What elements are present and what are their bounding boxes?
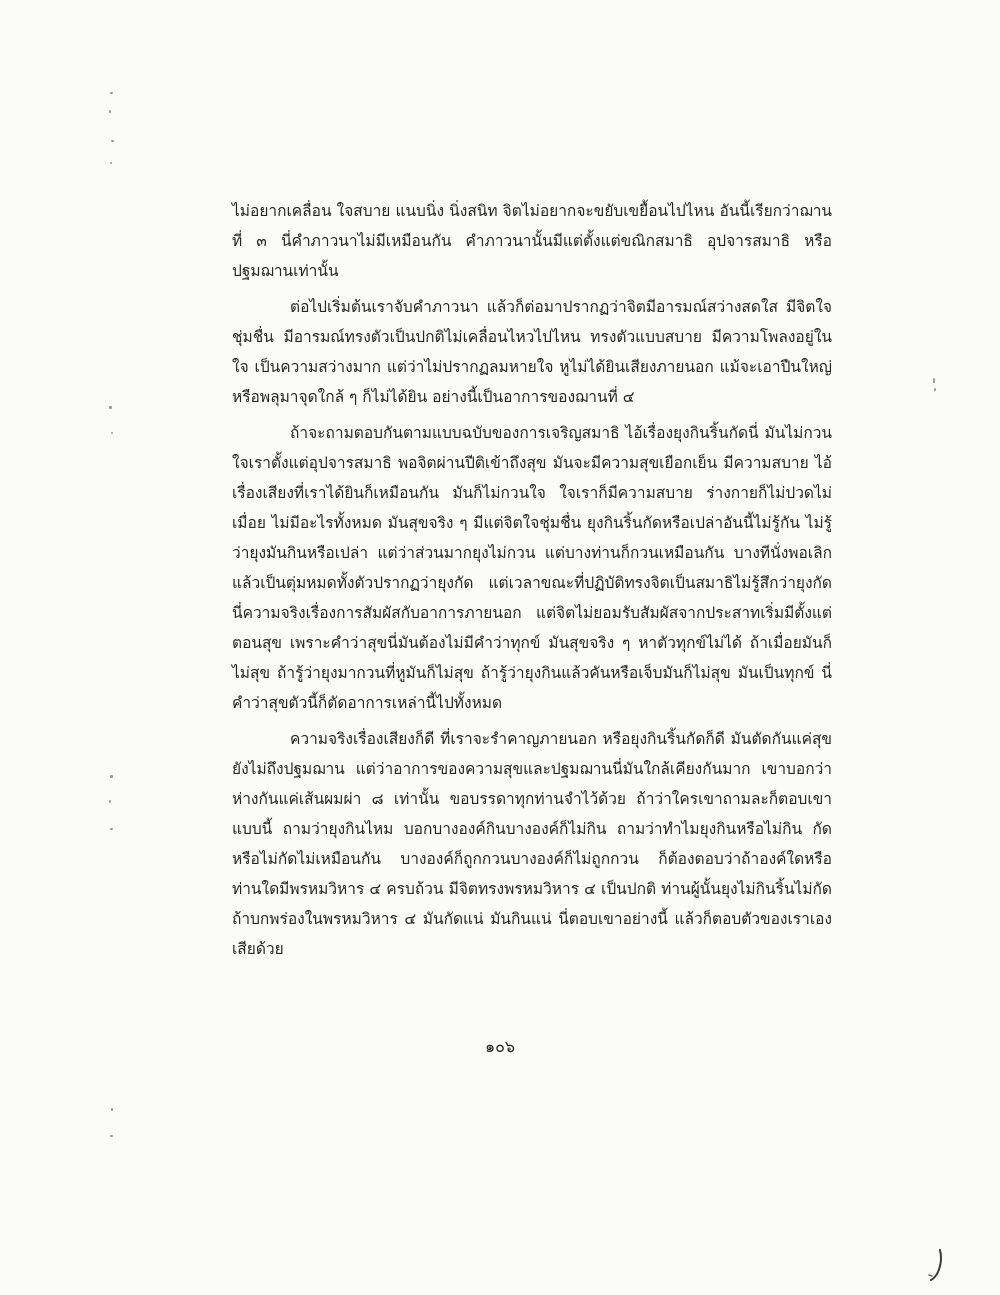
scan-speck bbox=[110, 775, 113, 778]
scan-speck bbox=[110, 92, 113, 94]
scan-speck bbox=[109, 406, 112, 409]
paragraph-2: ต่อไปเริ่มต้นเราจับคำภาวนา แล้วก็ต่อมาปรากฏว่าจิตมีอารมณ์สว่างสดใส มีจิตใจชุ่มชื่น มีอารมณ์ทรงตัวเป็นปกติไม่เคลื่อนไหวไปไหน ทรงตัวแบบสบาย มีความโพลงอยู่ในใจ เป็นความสว่างมาก แต่ว่าไม่ปรากฏลมหายใจ หูไม่ได้ยินเสียงภายนอก แม้จะเอาปืนใหญ่หรือพลุมาจุดใกล้ ๆ ก็ไม่ได้ยิน อย่างนี้เป็นอาการของฌานที่ ๔ bbox=[232, 298, 832, 406]
scan-speck bbox=[933, 378, 935, 383]
scan-speck bbox=[110, 1135, 113, 1137]
paragraph-1: ไม่อยากเคลื่อน ใจสบาย แนบนิ่ง นิ่งสนิท จิตไม่อยากจะขยับเขยื้อนไปไหน อันนี้เรียกว่าฌานที่ ๓ นี่คำภาวนาไม่มีเหมือนกัน คำภาวนานั้นมีแต่ตั้งแต่ขณิกสมาธิ อุปจารสมาธิ หรือปฐมฌานเท่านั้น bbox=[232, 202, 832, 280]
scan-speck bbox=[111, 432, 113, 434]
scan-speck bbox=[110, 828, 113, 830]
paragraph-4: ความจริงเรื่องเสียงก็ดี ที่เราจะรำคาญภายนอก หรือยุงกินริ้นกัดก็ดี มันตัดกันแค่สุขยังไม่ถึงปฐมฌาน แต่ว่าอาการของความสุขและปฐมฌานนี่มันใกล้เคียงกันมาก เขาบอกว่าห่างกันแค่เส้นผมผ่า ๘ เท่านั้น ขอบรรดาทุกท่านจำไว้ด้วย ถ้าว่าใครเขาถามละก็ตอบเขาแบบนี้ ถามว่ายุงกินไหม บอกบางองค์กินบางองค์ก็ไม่กิน ถามว่าทำไมยุงกินหรือไม่กิน กัดหรือไม่กัดไม่เหมือนกัน บางองค์ก็ถูกกวนบางองค์ก็ไม่ถูกกวน ก็ต้องตอบว่าถ้าองค์ใดหรือท่านใดมีพรหมวิหาร ๔ ครบถ้วน มีจิตทรงพรหมวิหาร ๔ เป็นปกติ ท่านผู้นั้นยุงไม่กินริ้นไม่กัด ถ้าบกพร่องในพรหมวิหาร ๔ มันกัดแน่ มันกินแน่ นี่ตอบเขาอย่างนี้ แล้วก็ตอบตัวของเราเองเสียด้วย bbox=[232, 730, 832, 958]
scan-speck bbox=[111, 140, 114, 142]
paragraph-3: ถ้าจะถามตอบกันตามแบบฉบับของการเจริญสมาธิ ไอ้เรื่องยุงกินริ้นกัดนี่ มันไม่กวนใจเราตั้งแต่อุปจารสมาธิ พอจิตผ่านปีติเข้าถึงสุข มันจะมีความสุขเยือกเย็น มีความสบาย ไอ้เรื่องเสียงที่เราได้ยินก็เหมือนกัน มันก็ไม่กวนใจ ใจเราก็มีความสบาย ร่างกายก็ไม่ปวดไม่เมื่อย ไม่มีอะไรทั้งหมด มันสุขจริง ๆ มีแต่จิตใจชุ่มชื่น ยุงกินริ้นกัดหรือเปล่าอันนี้ไม่รู้กัน ไม่รู้ว่ายุงมันกินหรือเปล่า แต่ว่าส่วนมากยุงไม่กวน แต่บางท่านก็กวนเหมือนกัน บางทีนั่งพอเลิกแล้วเป็นตุ่มหมดทั้งตัวปรากฏว่ายุงกัด แต่เวลาขณะที่ปฏิบัติทรงจิตเป็นสมาธิไม่รู้สึกว่ายุงกัด นี่ความจริงเรื่องการสัมผัสกับอาการภายนอก แต่จิตไม่ยอมรับสัมผัสจากประสาทเริ่มมีตั้งแต่ตอนสุข เพราะคำว่าสุขนี่มันต้องไม่มีคำว่าทุกข์ มันสุขจริง ๆ หาตัวทุกข์ไม่ได้ ถ้าเมื่อยมันก็ไม่สุข ถ้ารู้ว่ายุงมากวนที่หูมันก็ไม่สุข ถ้ารู้ว่ายุงกินแล้วคันหรือเจ็บมันก็ไม่สุข มันเป็นทุกข์ นี่คำว่าสุขตัวนี้ก็ตัดอาการเหล่านี้ไปทั้งหมด bbox=[232, 424, 832, 712]
scan-speck bbox=[110, 162, 112, 164]
scan-speck bbox=[109, 110, 111, 113]
scan-speck bbox=[109, 800, 111, 803]
scan-speck bbox=[934, 388, 936, 391]
page-number: ๑๐๖ bbox=[484, 1037, 516, 1056]
body-text bbox=[232, 196, 832, 970]
scan-speck bbox=[111, 1108, 113, 1111]
pen-mark bbox=[928, 1248, 946, 1282]
